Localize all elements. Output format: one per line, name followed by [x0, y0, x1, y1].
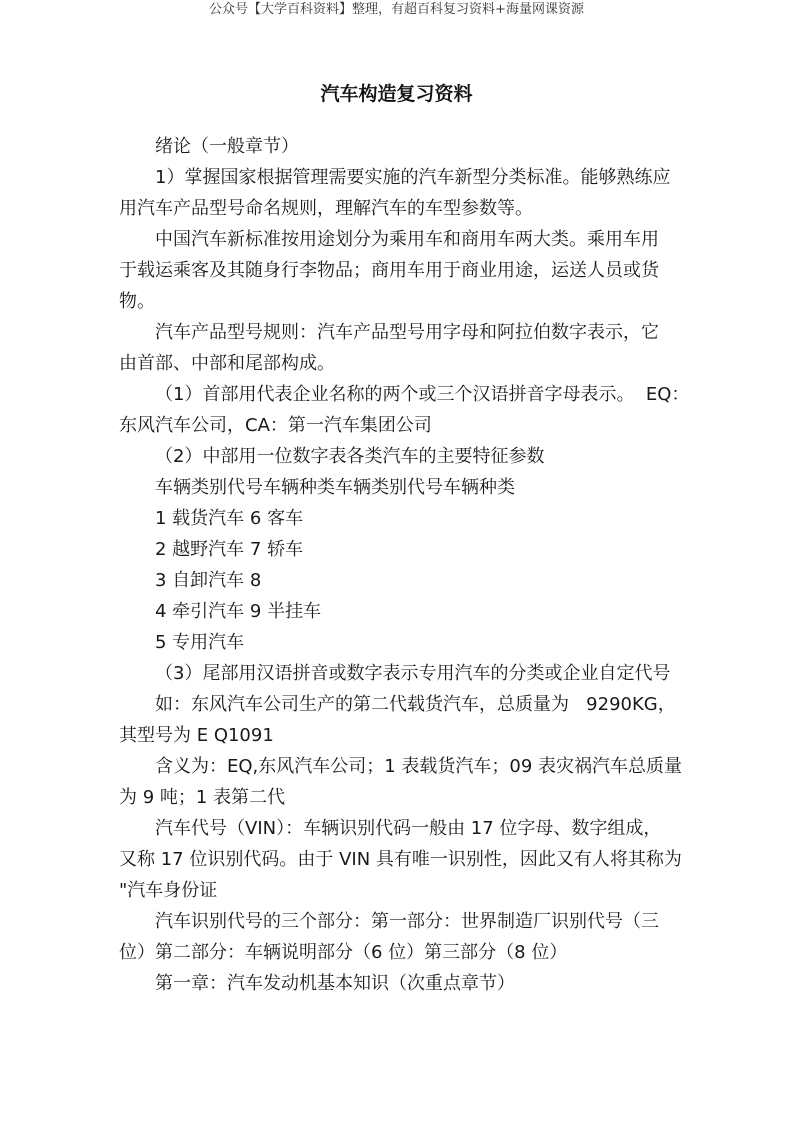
paragraph-line: 由首部、中部和尾部构成。: [119, 353, 335, 374]
document-body: [119, 131, 690, 999]
vehicle-category-row: 4 牵引汽车 9 半挂车: [155, 601, 322, 622]
chapter-heading-line: 第一章：汽车发动机基本知识（次重点章节）: [155, 973, 515, 994]
paragraph-line: 于载运乘客及其随身行李物品；商用车用于商业用途，运送人员或货: [119, 260, 659, 281]
paragraph-line: 如：东风汽车公司生产的第二代载货汽车，总质量为 9290KG，: [155, 694, 676, 715]
paragraph-line: （2）中部用一位数字表各类汽车的主要特征参数: [155, 446, 545, 467]
vehicle-category-row: 3 自卸汽车 8: [155, 570, 262, 591]
paragraph-line: 汽车识别代号的三个部分：第一部分：世界制造厂识别代号（三: [155, 911, 659, 932]
paragraph-line: 汽车代号（VIN）：车辆识别代码一般由 17 位字母、数字组成，: [155, 818, 662, 839]
paragraph-line: 又称 17 位识别代码。由于 VIN 具有唯一识别性，因此又有人将其称为: [119, 849, 682, 870]
vehicle-category-row: 1 载货汽车 6 客车: [155, 508, 304, 529]
paragraph-line: 汽车产品型号规则：汽车产品型号用字母和阿拉伯数字表示，它: [155, 322, 659, 343]
paragraph-line: 含义为：EQ,东风汽车公司；1 表载货汽车；09 表灾祸汽车总质量: [155, 756, 683, 777]
vehicle-category-row: 5 专用汽车: [155, 632, 245, 653]
paragraph-line: "汽车身份证: [119, 880, 218, 901]
paragraph-line: 绪论（一般章节）: [155, 136, 299, 157]
paragraph-line: 其型号为 E Q1091: [119, 725, 274, 746]
paragraph-line: （1）首部用代表企业名称的两个或三个汉语拼音字母表示。 EQ：: [155, 384, 690, 405]
paragraph-line: 车辆类别代号车辆种类车辆类别代号车辆种类: [155, 477, 515, 498]
paragraph-line: 物。: [119, 291, 155, 312]
document-title: 汽车构造复习资料: [320, 83, 473, 105]
paragraph-line: 1）掌握国家根据管理需要实施的汽车新型分类标准。能够熟练应: [155, 167, 671, 188]
paragraph-line: 为 9 吨；1 表第二代: [119, 787, 286, 808]
paragraph-line: （3）尾部用汉语拼音或数字表示专用汽车的分类或企业自定代号: [155, 663, 671, 684]
page-header-watermark: 公众号【大学百科资料】整理，有超百科复习资料+海量网课资源: [209, 2, 584, 17]
paragraph-line: 东风汽车公司，CA：第一汽车集团公司: [119, 415, 432, 436]
paragraph-line: 位）第二部分：车辆说明部分（6 位）第三部分（8 位）: [119, 942, 568, 963]
paragraph-line: 用汽车产品型号命名规则，理解汽车的车型参数等。: [119, 198, 533, 219]
paragraph-line: 中国汽车新标准按用途划分为乘用车和商用车两大类。乘用车用: [155, 229, 659, 250]
vehicle-category-row: 2 越野汽车 7 轿车: [155, 539, 304, 560]
